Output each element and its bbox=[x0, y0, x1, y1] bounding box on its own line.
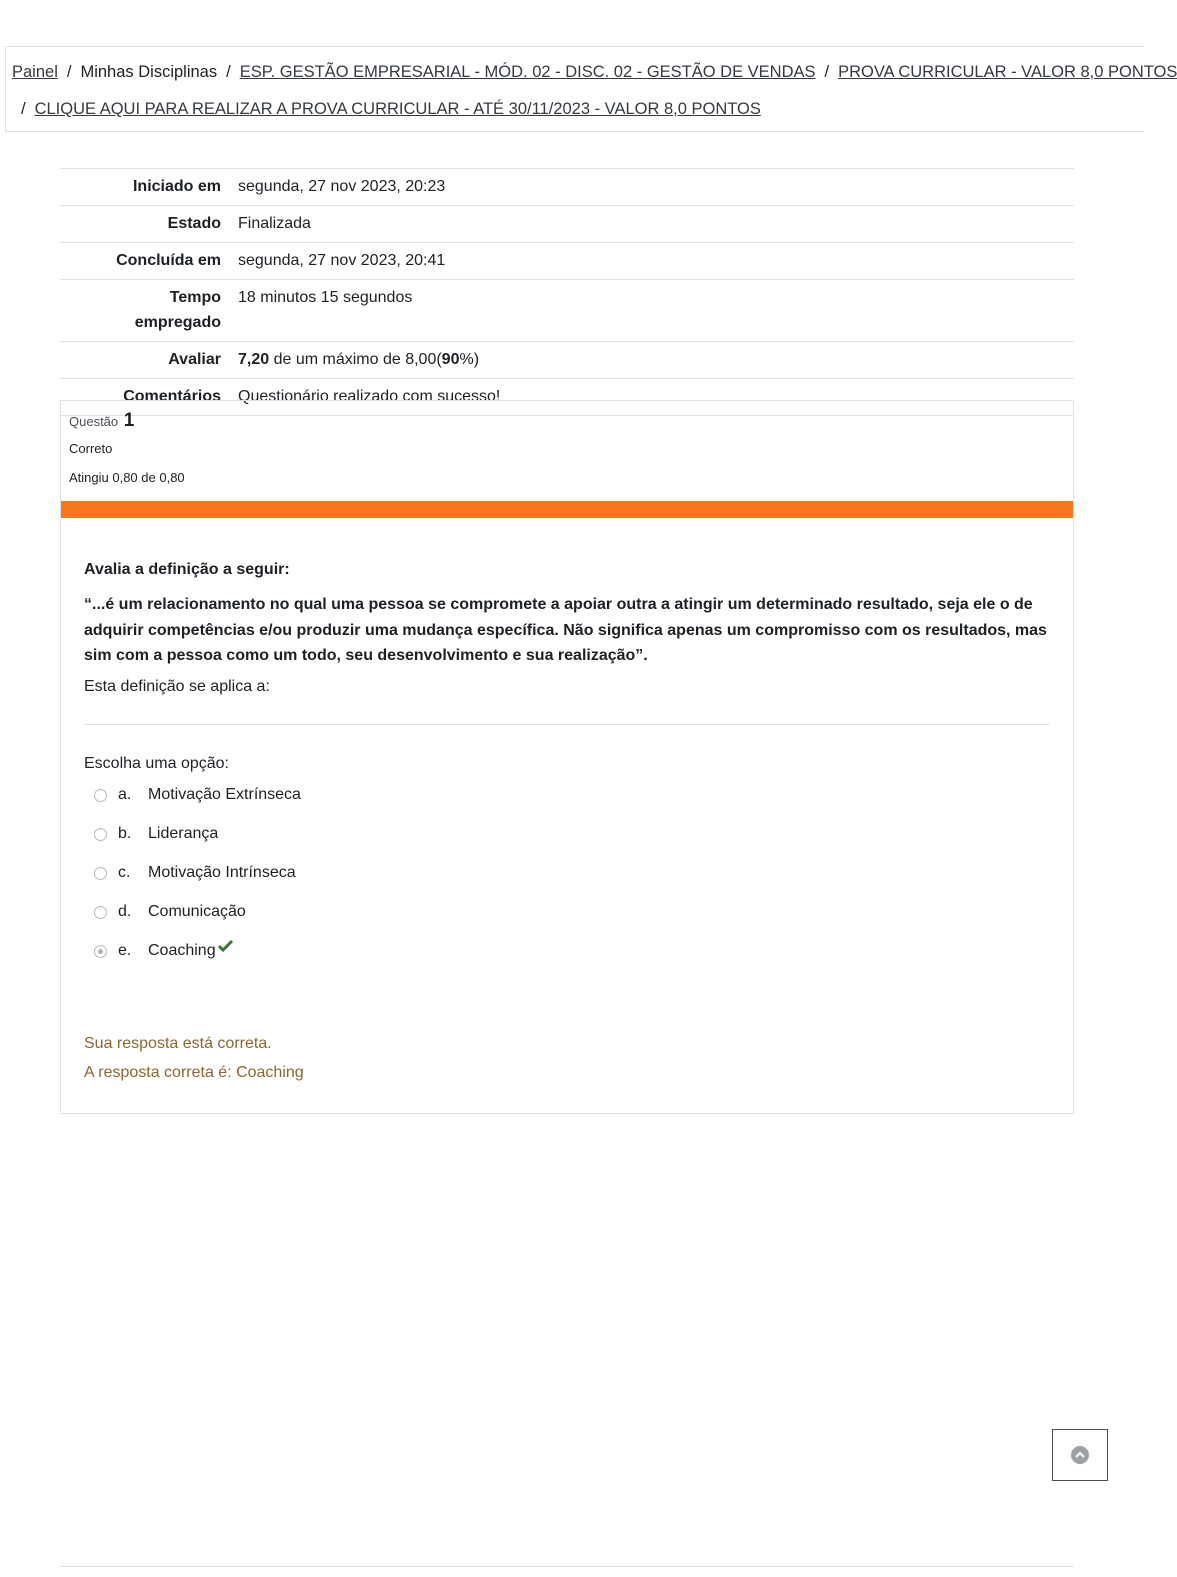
answer-option-d[interactable] bbox=[84, 893, 1050, 932]
option-text: Comunicação bbox=[148, 903, 246, 920]
summary-label-line1: Tempo bbox=[169, 289, 221, 306]
summary-row-time bbox=[60, 280, 1074, 342]
question-info bbox=[69, 410, 185, 485]
breadcrumb bbox=[5, 46, 1177, 132]
chevron-up-icon bbox=[1071, 1446, 1089, 1464]
summary-label: Estado bbox=[167, 215, 221, 232]
right-answer: A resposta correta é: Coaching bbox=[84, 1064, 304, 1081]
breadcrumb-painel[interactable]: Painel bbox=[12, 63, 58, 81]
question-number bbox=[69, 410, 185, 432]
breadcrumb-course[interactable]: ESP. GESTÃO EMPRESARIAL - MÓD. 02 - DISC. 02 - GESTÃO DE VENDAS bbox=[239, 63, 816, 81]
question-grade: Atingiu 0,80 de 0,80 bbox=[69, 470, 185, 485]
summary-value bbox=[230, 342, 1074, 379]
summary-value: 18 minutos 15 segundos bbox=[238, 289, 413, 306]
breadcrumb-separator: / bbox=[21, 100, 26, 118]
answer-prompt: Escolha uma opção: bbox=[84, 754, 229, 772]
answer-options bbox=[84, 776, 1050, 971]
summary-value: Finalizada bbox=[238, 215, 311, 232]
question-number-value: 1 bbox=[123, 410, 135, 431]
attempt-summary-table bbox=[60, 168, 1074, 416]
answer-option-b[interactable] bbox=[84, 815, 1050, 854]
question-stem-title: Avalia a definição a seguir: bbox=[84, 561, 290, 578]
summary-value: segunda, 27 nov 2023, 20:41 bbox=[238, 252, 446, 269]
summary-label: Avaliar bbox=[168, 351, 221, 368]
option-letter: d. bbox=[118, 903, 132, 920]
question-state: Correto bbox=[69, 441, 113, 456]
option-text: Coaching bbox=[148, 942, 216, 959]
breadcrumb-separator: / bbox=[66, 63, 72, 81]
divider bbox=[84, 724, 1050, 725]
summary-value: segunda, 27 nov 2023, 20:23 bbox=[238, 178, 446, 195]
breadcrumb-section[interactable]: PROVA CURRICULAR - VALOR 8,0 PONTOS bbox=[838, 63, 1177, 81]
radio-button[interactable] bbox=[94, 789, 107, 802]
question-card bbox=[60, 400, 1074, 1114]
option-letter: e. bbox=[118, 942, 132, 959]
option-letter: a. bbox=[118, 786, 132, 803]
question-accent-bar bbox=[61, 501, 1073, 518]
breadcrumb-separator: / bbox=[824, 63, 830, 81]
check-icon bbox=[218, 939, 233, 956]
radio-button[interactable] bbox=[94, 828, 107, 841]
breadcrumb-quiz[interactable]: CLIQUE AQUI PARA REALIZAR A PROVA CURRICULAR - ATÉ 30/11/2023 - VALOR 8,0 PONTOS bbox=[34, 100, 761, 118]
grade-suffix: %) bbox=[459, 351, 480, 368]
question-outcome bbox=[84, 1035, 304, 1093]
summary-label bbox=[60, 280, 230, 342]
breadcrumb-separator: / bbox=[226, 63, 231, 81]
question-content bbox=[84, 561, 1050, 971]
answer-option-e[interactable] bbox=[84, 932, 1050, 971]
summary-row-grade bbox=[60, 342, 1074, 379]
summary-feedback: Questionário realizado com sucesso! bbox=[238, 388, 501, 405]
summary-row-state bbox=[60, 206, 1074, 243]
summary-label: Iniciado em bbox=[132, 178, 221, 195]
footer-divider bbox=[60, 1566, 1074, 1567]
summary-row-started bbox=[60, 169, 1074, 206]
answer-option-c[interactable] bbox=[84, 854, 1050, 893]
summary-row-completed bbox=[60, 243, 1074, 280]
breadcrumb-minhas-disciplinas: Minhas Disciplinas bbox=[80, 63, 218, 81]
question-number-label: Questão bbox=[69, 414, 119, 429]
radio-button[interactable] bbox=[94, 906, 107, 919]
question-stem-quote: “...é um relacionamento no qual uma pessoa se compromete a apoiar outra a atingir um determinado resultado, seja ele o de adquirir competências e/ou produzir uma mudança específica. Não significa apenas um compromisso com os resultados, mas sim com a pessoa como um todo, seu desenvolvimento e sua realização”. bbox=[84, 596, 1047, 664]
feedback-correct: Sua resposta está correta. bbox=[84, 1035, 272, 1052]
summary-label: Comentários bbox=[123, 388, 221, 405]
option-letter: c. bbox=[118, 864, 131, 881]
option-text: Motivação Intrínseca bbox=[148, 864, 296, 881]
option-text: Motivação Extrínseca bbox=[148, 786, 301, 803]
grade-percent: 90 bbox=[441, 351, 460, 368]
question-stem-apply: Esta definição se aplica a: bbox=[84, 677, 270, 695]
radio-button-selected[interactable] bbox=[94, 945, 107, 958]
answer-option-a[interactable] bbox=[84, 776, 1050, 815]
summary-label-line2: empregado bbox=[134, 314, 221, 331]
summary-label: Concluída em bbox=[116, 252, 221, 269]
grade-score: 7,20 bbox=[238, 351, 270, 368]
option-text: Liderança bbox=[148, 825, 219, 842]
back-to-top-button[interactable] bbox=[1052, 1429, 1108, 1481]
grade-middle: de um máximo de 8,00( bbox=[269, 351, 442, 368]
radio-button[interactable] bbox=[94, 867, 107, 880]
option-letter: b. bbox=[118, 825, 132, 842]
